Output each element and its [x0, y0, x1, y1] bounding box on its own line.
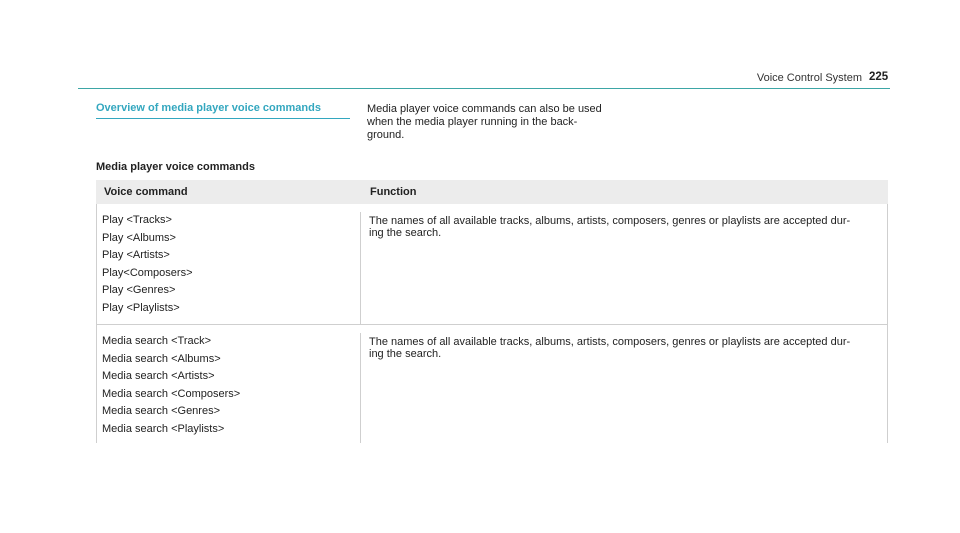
voice-command: Play <Playlists> [102, 301, 180, 314]
intro-line: when the media player running in the back- [367, 116, 578, 128]
voice-command: Play<Composers> [102, 266, 193, 279]
header-rule [78, 88, 890, 89]
table-caption: Media player voice commands [96, 161, 255, 173]
table-header-row [96, 180, 888, 204]
table-row [96, 204, 888, 325]
page-number: 225 [869, 71, 889, 83]
voice-command: Media search <Genres> [102, 405, 221, 417]
function-cell [361, 212, 888, 324]
column-header-voice-command: Voice command [104, 186, 188, 198]
function-line: ing the search. [369, 348, 442, 360]
intro-line: ground. [367, 129, 405, 141]
section-title-underline [96, 118, 350, 119]
running-title: Voice Control System [756, 72, 862, 84]
table-right-border [887, 204, 888, 443]
voice-command: Media search <Composers> [102, 387, 241, 400]
intro-paragraph [367, 103, 637, 142]
section-title: Overview of media player voice commands [96, 102, 321, 114]
voice-command: Media search <Playlists> [102, 422, 225, 435]
voice-command: Media search <Albums> [102, 352, 221, 365]
function-line: The names of all available tracks, albums, artists, composers, genres or playlists are accepted dur- [369, 336, 851, 348]
table-row [96, 325, 888, 443]
intro-line: Media player voice commands can also be used [367, 103, 602, 115]
voice-command-cell [96, 212, 361, 324]
function-line: ing the search. [369, 227, 442, 239]
voice-command-cell [96, 333, 361, 443]
voice-command-table [96, 180, 888, 443]
voice-command: Media search <Track> [102, 335, 212, 347]
column-header-function: Function [370, 186, 417, 198]
voice-command: Play <Tracks> [102, 214, 172, 226]
voice-command: Play <Artists> [102, 249, 170, 261]
table-left-border [96, 204, 97, 443]
voice-command: Play <Genres> [102, 284, 176, 296]
function-cell [361, 333, 888, 443]
voice-command: Play <Albums> [102, 231, 176, 244]
voice-command: Media search <Artists> [102, 370, 215, 382]
function-line: The names of all available tracks, albums, artists, composers, genres or playlists are accepted dur- [369, 215, 851, 227]
